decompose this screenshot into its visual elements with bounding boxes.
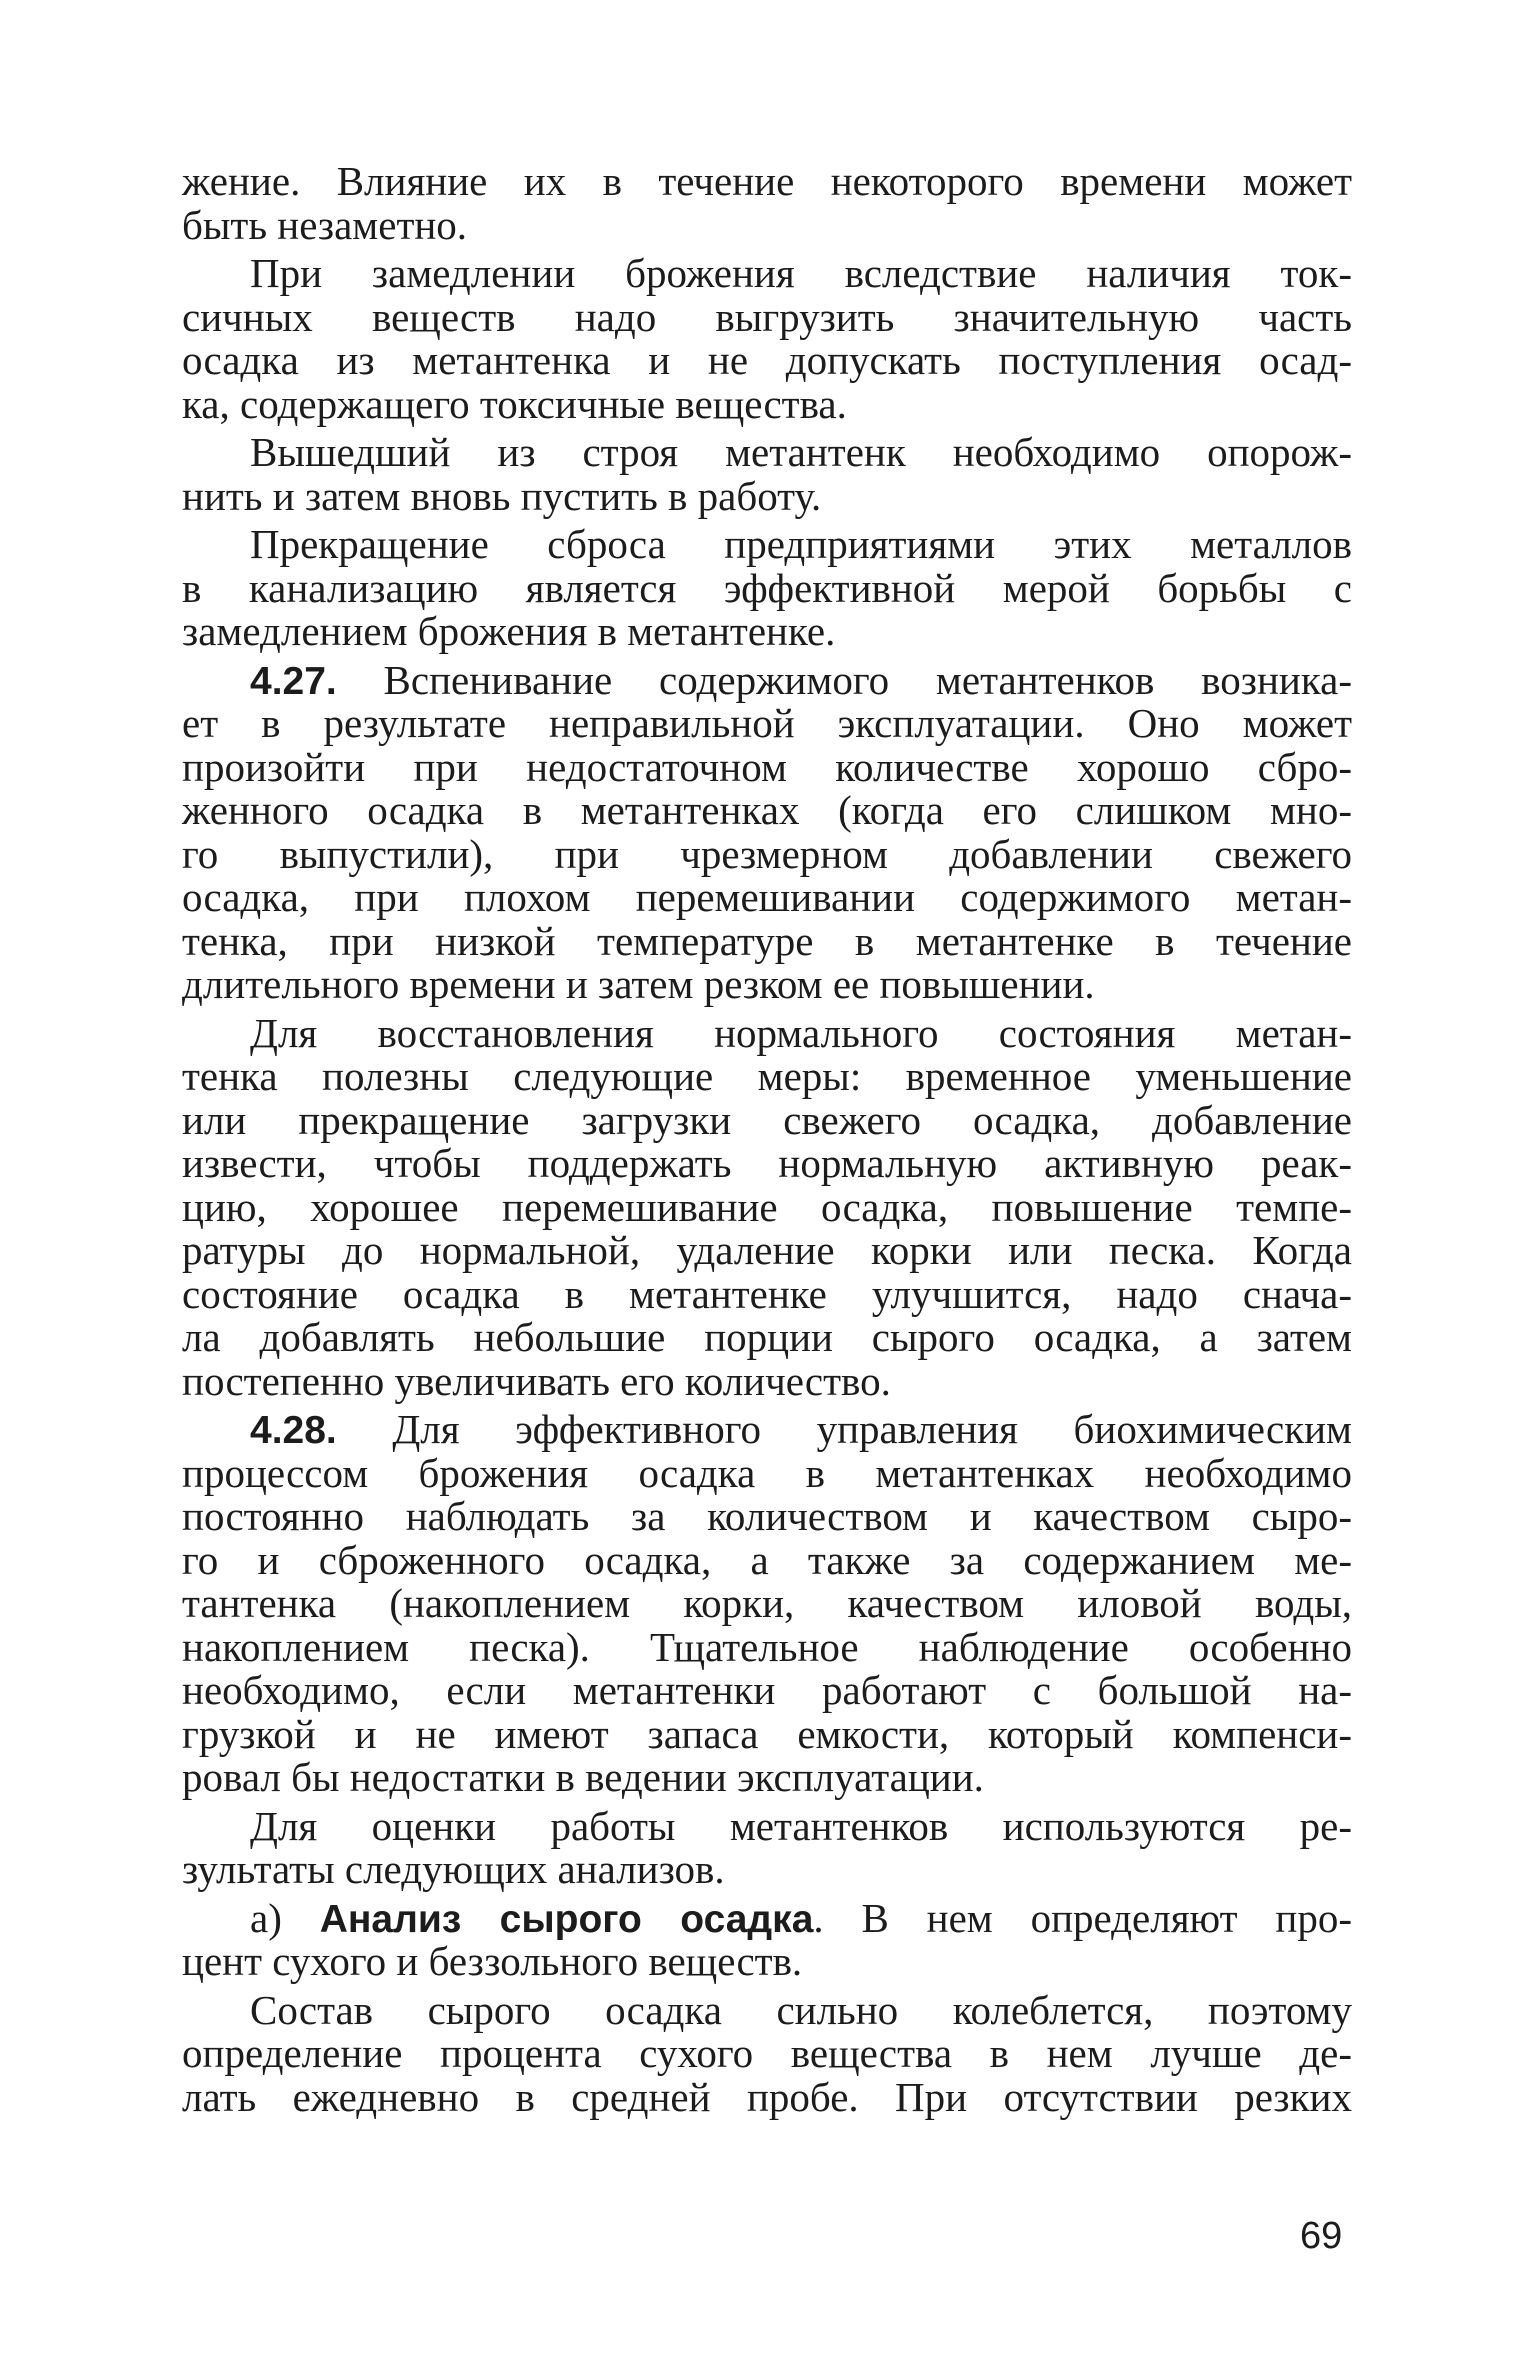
text-line: Вышедший из строя метантенк необходимо опорож-: [250, 429, 1352, 475]
para-continuation: [182, 160, 1352, 247]
text-line: цент сухого и беззольного веществ.: [182, 1938, 803, 1984]
text-line: ла добавлять небольшие порции сырого осадка, а затем: [182, 1314, 1352, 1360]
text-line: извести, чтобы поддержать нормальную активную реак-: [182, 1140, 1352, 1186]
text-line: зультаты следующих анализов.: [182, 1846, 725, 1892]
text-line: длительного времени и затем резком ее повышении.: [182, 961, 1095, 1007]
section-heading: Анализ сырого осадка: [319, 1897, 814, 1941]
text-line: нить и затем вновь пустить в работу.: [182, 472, 822, 519]
para-4-28: [182, 1408, 1352, 1800]
text-line: произойти при недостаточном количестве хорошо сбро-: [182, 743, 1352, 790]
text-line: состояние осадка в метантенке улучшится, надо снача-: [182, 1270, 1352, 1317]
text-line: Состав сырого осадка сильно колеблется, поэтому: [250, 1986, 1352, 2033]
text-line: осадка, при плохом перемешивании содержимого метан-: [182, 874, 1352, 920]
para-raw-sludge-analysis: [182, 1894, 1352, 1984]
text-line: жение. Влияние их в течение некоторого времени может: [182, 158, 1352, 204]
text-line: быть незаметно.: [182, 201, 468, 248]
para-raw-sludge-composition: [182, 1986, 1352, 2120]
text-line: в канализацию является эффективной мерой борьбы с: [182, 564, 1352, 611]
text-line: необходимо, если метантенки работают с большой на-: [182, 1667, 1352, 1713]
text-line: тенка, при низкой температуре в метантенке в течение: [182, 917, 1352, 964]
item-marker: а): [250, 1894, 320, 1941]
para-toxic-substances: [182, 252, 1352, 426]
text-line: ратуры до нормальной, удаление корки или песка. Когда: [182, 1227, 1352, 1273]
text-line: процессом брожения осадка в метантенках необходимо: [182, 1449, 1352, 1496]
para-4-27: [182, 656, 1352, 1007]
text-line: ет в результате неправильной эксплуатации. Оно может: [182, 700, 1352, 746]
line-text: Вспенивание содержимого метантенков возника-: [336, 656, 1352, 703]
text-line: женного осадка в метантенках (когда его слишком мно-: [182, 787, 1352, 833]
text-line: тантенка (накоплением корки, качеством иловой воды,: [182, 1580, 1352, 1626]
para-restoration: [182, 1009, 1352, 1404]
text-line: [182, 1894, 1352, 1941]
text-line: или прекращение загрузки свежего осадка, добавление: [182, 1096, 1352, 1143]
para-failed-tank: [182, 431, 1352, 518]
text-line: Для восстановления нормального состояния метан-: [250, 1009, 1352, 1056]
text-line: сичных веществ надо выгрузить значительную часть: [182, 293, 1352, 340]
para-metals-discharge: [182, 523, 1352, 654]
text-line: ка, содержащего токсичные вещества.: [182, 380, 847, 427]
para-analyses: [182, 1802, 1352, 1892]
line-text: . В нем определяют про-: [813, 1894, 1352, 1941]
page-number: 69: [1300, 2215, 1343, 2257]
text-line: го и сброженного осадка, а также за содержанием ме-: [182, 1536, 1352, 1583]
section-heading: 4.28.: [250, 1409, 337, 1452]
section-heading: 4.27.: [250, 659, 337, 703]
text-line: лать ежедневно в средней пробе. При отсутствии резких: [182, 2073, 1352, 2120]
text-line: Для оценки работы метантенков используются ре-: [250, 1802, 1352, 1849]
text-line: [182, 656, 1352, 703]
text-line: постепенно увеличивать его количество.: [182, 1357, 891, 1404]
line-text: Для эффективного управления биохимическим: [336, 1406, 1352, 1452]
text-line: го выпустили), при чрезмерном добавлении свежего: [182, 830, 1352, 877]
text-line: замедлением брожения в метантенке.: [182, 608, 836, 654]
text-line: цию, хорошее перемешивание осадка, повышение темпе-: [182, 1183, 1352, 1230]
text-line: постоянно наблюдать за количеством и качеством сыро-: [182, 1493, 1352, 1539]
text-line: ровал бы недостатки в ведении эксплуатации.: [182, 1754, 984, 1800]
text-line: Прекращение сброса предприятиями этих металлов: [250, 521, 1352, 567]
text-line: осадка из метантенка и не допускать поступления осад-: [182, 337, 1352, 383]
text-line: [182, 1408, 1352, 1452]
text-line: тенка полезны следующие меры: временное уменьшение: [182, 1053, 1352, 1099]
text-line: При замедлении брожения вследствие наличия ток-: [250, 250, 1352, 296]
text-line: определение процента сухого вещества в нем лучше де-: [182, 2030, 1352, 2076]
text-line: накоплением песка). Тщательное наблюдение особенно: [182, 1623, 1352, 1670]
text-line: грузкой и не имеют запаса емкости, который компенси-: [182, 1710, 1352, 1757]
page-body: [182, 160, 1352, 2124]
